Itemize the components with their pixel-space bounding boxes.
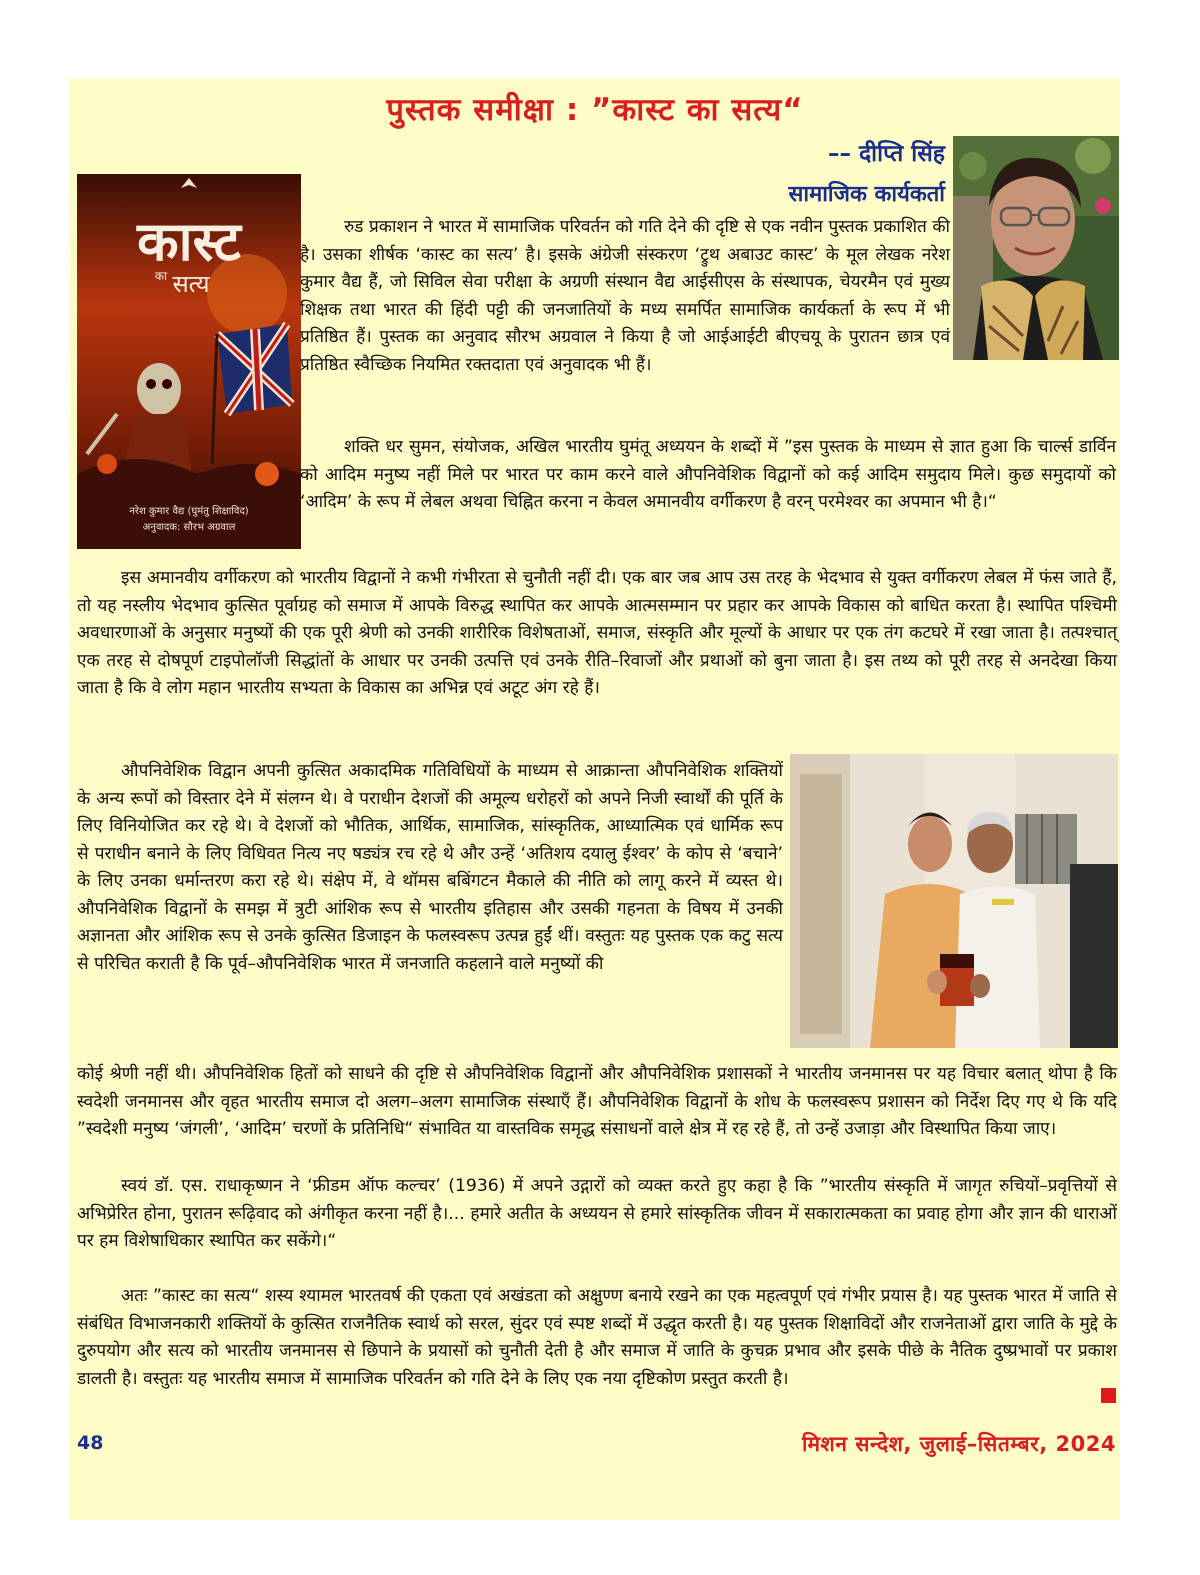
paragraph-radhakrishnan: स्वयं डॉ. एस. राधाकृष्णन ने ‘फ्रीडम ऑफ कल्चर’ (1936) में अपने उद्गारों को व्यक्त करते हुए कहा है कि ”भारतीय संस्कृति में जागृत रुचियों–प्रवृत्तियों से अभिप्रेरित होना, पुरातन रूढ़िवाद को अंगीकृत करना नहीं है।... हमारे अतीत के अध्ययन से हमारे सांस्कृतिक जीवन में सकारात्मकता का प्रवाह होगा और ज्ञान की धाराओं पर हम विशेषाधिकार स्थापित कर सकेंगे।“ bbox=[77, 1176, 1117, 1251]
cover-title: कास्ट bbox=[137, 210, 241, 273]
book-cover-image bbox=[77, 174, 301, 549]
author-role: सामाजिक कार्यकर्ता bbox=[788, 182, 945, 207]
paragraph-intro-part1: रुड प्रकाशन ने भारत में सामाजिक परिवर्तन को गति देने की दृष्टि से एक नवीन पुस्तक प्रकाशित की है। उसका शीर्षक ‘कास्ट का सत्य’ है। इसके अंग्रेजी संस्करण ‘ट्रुथ अबाउट कास्ट’ के मूल लेखक नरेश कुमार वैद्य हैं, जो सिविल सेवा परीक्षा के अग्रणी संस्थान वैद्य आईसीएस के संस्थापक, चेयरमैन एवं मुख्य शिक्षक तथा भारत की हिंदी पट्टी की जनजातियों के मध्य समर्पित सामाजिक कार्यकर्ता के रूप में भी प्रतिष्ठित हैं। पुस्तक का अनुवाद सौरभ अग्रवाल ने किया है जो आईआईटी बीएचयू के पुरातन छात्र एवं प्रतिष्ठित स्वैच्छिक नियमित रक्तदाता एवं अनुवादक भी हैं। bbox=[300, 217, 950, 375]
article-title: पुस्तक समीक्षा : ”कास्ट का सत्य“ bbox=[386, 92, 804, 128]
cover-author-line: नरेश कुमार वैद्य (घुमंतु शिक्षाविद) bbox=[129, 506, 249, 517]
book-presentation-photo bbox=[790, 754, 1118, 1048]
paragraph-quote: शक्ति धर सुमन, संयोजक, अखिल भारतीय घुमंतू अध्ययन के शब्दों में ”इस पुस्तक के माध्यम से ज्ञात हुआ कि चार्ल्स डार्विन को आदिम मनुष्य नहीं मिले पर भारत पर काम करने वाले औपनिवेशिक विद्वानों को कई आदिम समुदाय मिले। कुछ समुदायों को ‘आदिम’ के रूप में लेबल अथवा चिह्नित करना न केवल अमानवीय वर्गीकरण है वरन् परमेश्वर का अपमान भी है।“ bbox=[300, 437, 1116, 512]
page-number: 48 bbox=[77, 1432, 104, 1454]
cover-subtitle-satya: सत्य bbox=[172, 270, 210, 298]
cover-subtitle-ka: का bbox=[154, 269, 168, 283]
paragraph-colonial-scholars: औपनिवेशिक विद्वान अपनी कुत्सित अकादमिक गतिविधियों के माध्यम से आक्रान्ता औपनिवेशिक शक्तियों के अन्य रूपों को विस्तार देने में संलग्न थे। वे पराधीन देशजों की अमूल्य धरोहरों को अपने निजी स्वार्थों की पूर्ति के लिए विनियोजित कर रहे थे। वे देशजों को भौतिक, आर्थिक, सामाजिक, सांस्कृतिक, आध्यात्मिक एवं धार्मिक रूप से पराधीन बनाने के लिए विधिवत नित्य नए षड्यंत्र रच रहे थे और उन्हें ‘अतिशय दयालु ईश्वर’ के कोप से ‘बचाने’ के लिए उनका धर्मान्तरण करा रहे थे। संक्षेप में, वे थॉमस बबिंगटन मैकाले की नीति को लागू करने में व्यस्त थे। औपनिवेशिक विद्वानों के समझ में त्रुटी आंशिक रूप से भारतीय इतिहास और उसकी गहनता के विषय में उनकी अज्ञानता और आंशिक रूप से उनके कुत्सित डिजाइन के फलस्वरूप उत्पन्न हुईं थीं। वस्तुतः यह पुस्तक एक कटु सत्य से परिचित कराती है कि पूर्व–औपनिवेशिक भारत में जनजाति कहलाने वाले मनुष्यों की bbox=[77, 761, 783, 974]
end-of-article-mark bbox=[1101, 1388, 1116, 1403]
magazine-issue: मिशन सन्देश, जुलाई–सितम्बर, 2024 bbox=[802, 1432, 1116, 1456]
paragraph-colonial-cont: कोई श्रेणी नहीं थी। औपनिवेशिक हितों को साधने की दृष्टि से औपनिवेशिक विद्वानों और औपनिवेशिक प्रशासकों ने भारतीय जनमानस पर यह विचार बलात् थोपा है कि स्वदेशी जनमानस और वृहत भारतीय समाज दो अलग–अलग सामाजिक संस्थाएँ हैं। औपनिवेशिक विद्वानों के शोध के फलस्वरूप प्रशासन को निर्देश दिए गए थे कि यदि ”स्वदेशी मनुष्य ‘जंगली’, ‘आदिम’ चरणों के प्रतिनिधि“ संभावित या वास्तविक समृद्ध संसाधनों वाले क्षेत्र में रह रहे हैं, तो उन्हें उजाड़ा और विस्थापित किया जाए। bbox=[77, 1064, 1117, 1139]
magazine-page bbox=[70, 78, 1120, 1520]
author-photo bbox=[953, 136, 1119, 360]
cover-translator-line: अनुवादक: सौरभ अग्रवाल bbox=[142, 522, 236, 533]
author-name: –– दीप्ति सिंह bbox=[827, 141, 945, 167]
paragraph-classification: इस अमानवीय वर्गीकरण को भारतीय विद्वानों ने कभी गंभीरता से चुनौती नहीं दी। एक बार जब आप उस तरह के भेदभाव से युक्त वर्गीकरण लेबल में फंस जाते हैं, तो यह नस्लीय भेदभाव कुत्सित पूर्वाग्रह को समाज में आपके विरुद्ध स्थापित कर आपके आत्मसम्मान पर प्रहार कर आपके विकास को बाधित करता है। स्थापित पश्चिमी अवधारणाओं के अनुसार मनुष्यों की एक पूरी श्रेणी को उनकी शारीरिक विशेषताओं, समाज, संस्कृति और मूल्यों के आधार पर एक तंग कटघरे में रखा जाता है। तत्पश्चात् एक तरह से दोषपूर्ण टाइपोलॉजी सिद्धांतों के आधार पर उनकी उत्पत्ति एवं उनके रीति–रिवाजों और प्रथाओं को बुना जाता है। इस तथ्य को पूरी तरह से अनदेखा किया जाता है कि वे लोग महान भारतीय सभ्यता के विकास का अभिन्न एवं अटूट अंग रहे हैं। bbox=[77, 568, 1117, 698]
paragraph-conclusion: अतः ”कास्ट का सत्य“ शस्य श्यामल भारतवर्ष की एकता एवं अखंडता को अक्षुण्ण बनाये रखने का एक महत्वपूर्ण एवं गंभीर प्रयास है। यह पुस्तक भारत में जाति से संबंधित विभाजनकारी शक्तियों के कुत्सित राजनैतिक स्वार्थ को सरल, सुंदर एवं स्पष्ट शब्दों में उद्धृत करती है। यह पुस्तक शिक्षाविदों और राजनेताओं द्वारा जाति के मुद्दे के दुरुपयोग और सत्य को भारतीय जनमानस से छिपाने के प्रयासों को चुनौती देती है और समाज में जाति के कुचक्र प्रभाव और इसके पीछे के नैतिक दुष्प्रभावों पर प्रकाश डालती है। वस्तुतः यह भारतीय समाज में सामाजिक परिवर्तन को गति देने के लिए एक नया दृष्टिकोण प्रस्तुत करती है। bbox=[77, 1286, 1117, 1389]
